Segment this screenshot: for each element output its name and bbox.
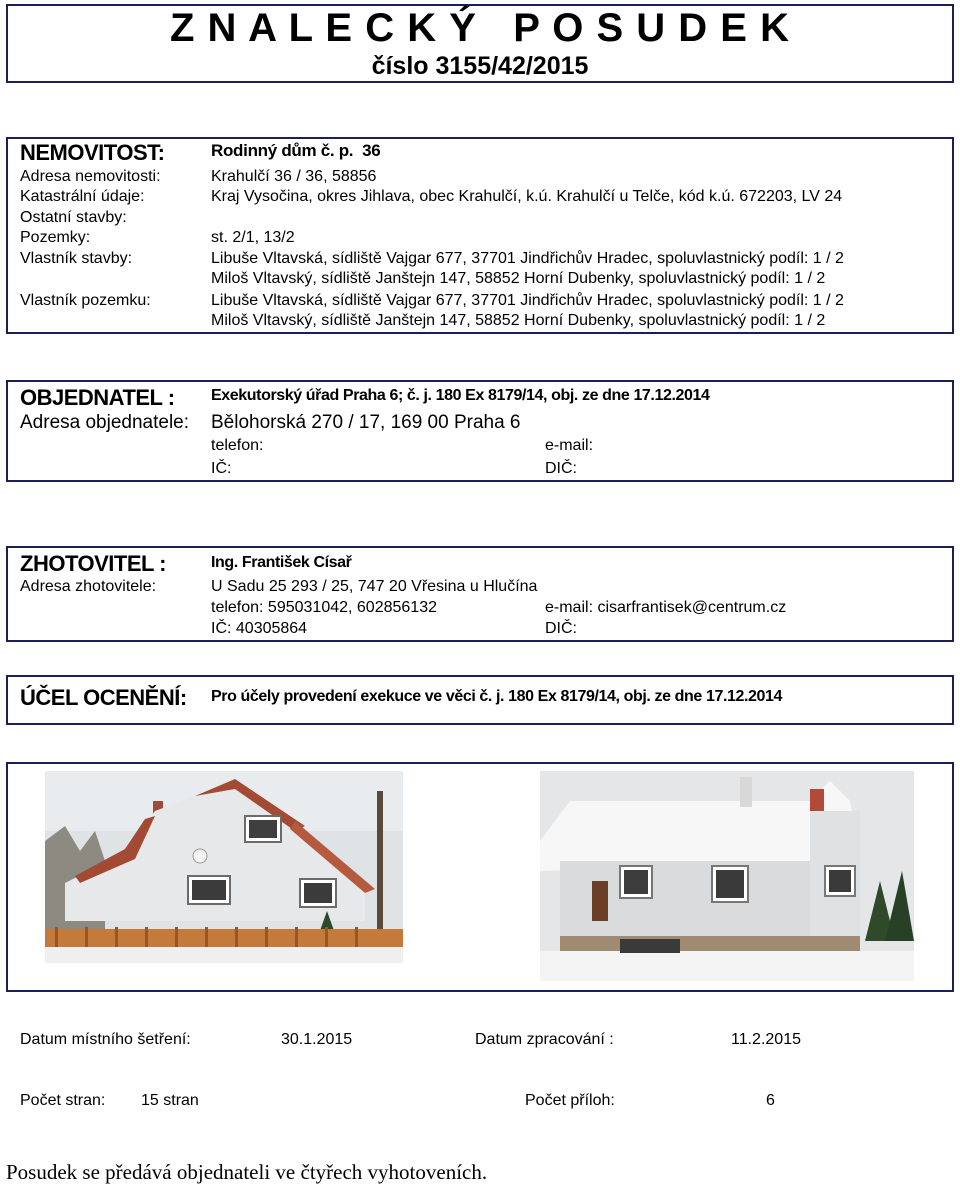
survey-date-label: Datum místního šetření:	[20, 1031, 191, 1048]
client-address: Bělohorská 270 / 17, 169 00 Praha 6	[211, 412, 521, 433]
property-value-building-owner-2: Miloš Vltavský, sídliště Janštejn 147, 58852 Horní Dubenky, spoluvlastnický podíl: 1 / 2	[211, 270, 826, 287]
pages-value: 15 stran	[141, 1092, 199, 1109]
house-front-photo	[45, 771, 403, 963]
client-heading: OBJEDNATEL :	[20, 385, 175, 410]
copies-note: Posudek se předává objednateli ve čtyřech vyhotoveních.	[6, 1160, 488, 1184]
house-side-illustration	[540, 771, 914, 981]
client-phone-label: telefon:	[211, 437, 264, 454]
contractor-ic: IČ: 40305864	[211, 620, 308, 637]
client-email-label: e-mail:	[545, 437, 594, 454]
attachments-label: Počet příloh:	[525, 1092, 615, 1109]
property-heading: NEMOVITOST:	[20, 140, 165, 165]
processed-date-label: Datum zpracování :	[475, 1031, 614, 1048]
client-address-label: Adresa objednatele:	[20, 412, 190, 433]
property-value-cadastre: Kraj Vysočina, okres Jihlava, obec Krahulčí, k.ú. Krahulčí u Telče, kód k.ú. 672203, LV 24	[211, 188, 843, 205]
property-value-land: st. 2/1, 13/2	[211, 229, 295, 246]
house-front-illustration	[45, 771, 403, 963]
client-dic-label: DIČ:	[545, 460, 577, 477]
property-label-building-owner: Vlastník stavby:	[20, 250, 133, 267]
house-side-photo	[540, 771, 914, 981]
client-ic-label: IČ:	[211, 460, 232, 477]
document-number: číslo 3155/42/2015	[371, 52, 589, 80]
property-value-land-owner-1: Libuše Vltavská, sídliště Vajgar 677, 37701 Jindřichův Hradec, spoluvlastnický podíl: 1 / 2	[211, 292, 844, 309]
property-label-cadastre: Katastrální údaje:	[20, 188, 145, 205]
client-name: Exekutorský úřad Praha 6; č. j. 180 Ex 8179/14, obj. ze dne 17.12.2014	[211, 387, 710, 404]
processed-date-value: 11.2.2015	[731, 1031, 801, 1048]
property-label-other-buildings: Ostatní stavby:	[20, 209, 127, 226]
contractor-phone: telefon: 595031042, 602856132	[211, 599, 437, 616]
property-value-building-owner-1: Libuše Vltavská, sídliště Vajgar 677, 37701 Jindřichův Hradec, spoluvlastnický podíl: 1 / 2	[211, 250, 844, 267]
contractor-email: e-mail: cisarfrantisek@centrum.cz	[545, 599, 787, 616]
contractor-address-label: Adresa zhotovitele:	[20, 578, 157, 595]
document-title: Z N A L E C K Ý P O S U D E K	[170, 6, 790, 50]
property-value-address: Krahulčí 36 / 36, 58856	[211, 168, 377, 185]
property-label-address: Adresa nemovitosti:	[20, 168, 161, 185]
property-label-land-owner: Vlastník pozemku:	[20, 292, 151, 309]
contractor-heading: ZHOTOVITEL :	[20, 551, 166, 576]
purpose-heading: ÚČEL OCENĚNÍ:	[20, 685, 187, 710]
contractor-address: U Sadu 25 293 / 25, 747 20 Vřesina u Hlučína	[211, 578, 538, 595]
property-label-land: Pozemky:	[20, 229, 91, 246]
contractor-name: Ing. František Císař	[211, 554, 352, 571]
contractor-dic: DIČ:	[545, 620, 577, 637]
survey-date-value: 30.1.2015	[281, 1031, 353, 1048]
property-value-land-owner-2: Miloš Vltavský, sídliště Janštejn 147, 58852 Horní Dubenky, spoluvlastnický podíl: 1 / 2	[211, 312, 826, 329]
pages-label: Počet stran:	[20, 1092, 106, 1109]
attachments-value: 6	[766, 1092, 775, 1109]
property-name: Rodinný dům č. p. 36	[211, 141, 381, 160]
purpose-text: Pro účely provedení exekuce ve věci č. j. 180 Ex 8179/14, obj. ze dne 17.12.2014	[211, 688, 783, 705]
